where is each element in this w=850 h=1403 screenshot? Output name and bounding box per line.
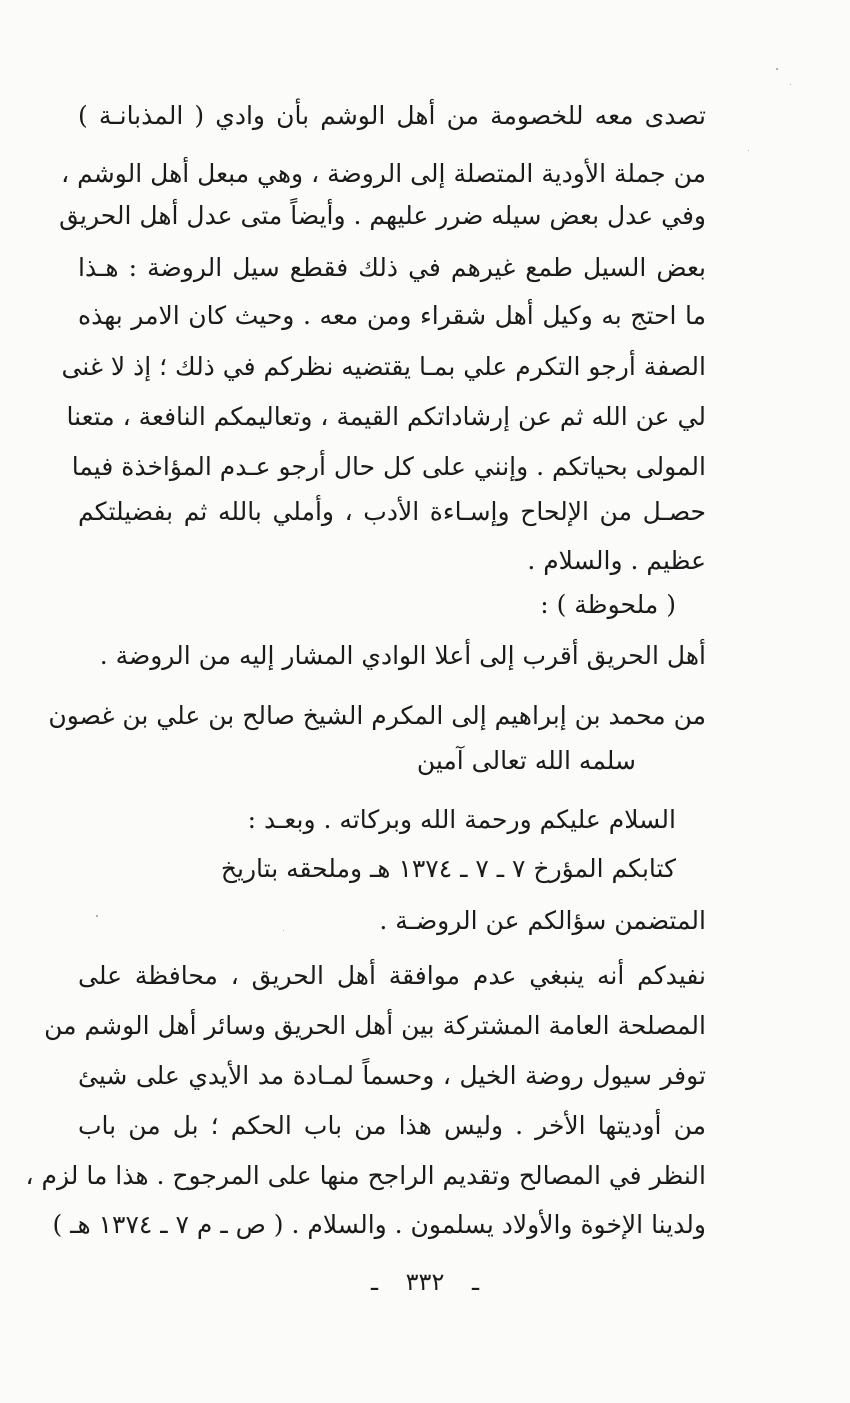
letter-greeting: السلام عليكم ورحمة الله وبركاته . وبعـد :	[247, 805, 676, 834]
text-line-7: لي عن الله ثم عن إرشاداتكم القيمة ، وتعاليمكم النافعة ، متعنا	[66, 402, 706, 431]
letter-body-4: من أوديتها الأخر . وليس هذا من باب الحكم ؛ بل من باب	[78, 1111, 706, 1140]
letter-reference: كتابكم المؤرخ ٧ ـ ٧ ـ ١٣٧٤ هـ وملحقه بتاريخ	[220, 854, 676, 883]
note-text: أهل الحريق أقرب إلى أعلا الوادي المشار إليه من الروضة .	[99, 641, 706, 670]
scan-speck	[96, 915, 98, 917]
footer-dash-right: ـ	[370, 1268, 379, 1296]
text-line-6: الصفة أرجو التكرم علي بمـا يقتضيه نظركم في ذلك ؛ إذ لا غنى	[61, 352, 706, 381]
page-number: ٣٣٢	[405, 1268, 445, 1296]
text-line-5: ما احتج به وكيل أهل شقراء ومن معه . وحيث كان الامر بهذه	[78, 301, 706, 330]
text-line-9: حصـل من الإلحاح وإسـاءة الأدب ، وأملي بالله ثم بفضيلتكم	[78, 497, 706, 526]
letter-subject: المتضمن سؤالكم عن الروضـة .	[379, 906, 706, 935]
scan-speck	[748, 150, 749, 151]
letter-body-5: النظر في المصالح وتقديم الراجح منها على المرجوح . هذا ما لزم ،	[25, 1161, 706, 1190]
text-line-10: عظيم . والسلام .	[527, 546, 706, 575]
letter-salutation-blessing: سلمه الله تعالى آمين	[416, 746, 636, 775]
text-line-2: من جملة الأودية المتصلة إلى الروضة ، وهي مبعل أهل الوشم ،	[61, 159, 706, 188]
letter-closing: ولدينا الإخوة والأولاد يسلمون . والسلام . ( ص ـ م ٧ ـ ١٣٧٤ هـ )	[52, 1210, 706, 1239]
letter-body-1: نفيدكم أنه ينبغي عدم موافقة أهل الحريق ، محافظة على	[78, 961, 706, 990]
letter-body-2: المصلحة العامة المشتركة بين أهل الحريق وسائر أهل الوشم من	[44, 1011, 706, 1040]
note-heading: ( ملحوظة ) :	[540, 590, 676, 619]
page-footer	[0, 1262, 850, 1302]
letter-body-3: توفر سيول روضة الخيل ، وحسماً لمـادة مد الأيدي على شيئ	[78, 1061, 706, 1090]
footer-dash-left: ـ	[471, 1268, 479, 1296]
scan-speck	[776, 68, 778, 70]
text-line-3: وفي عدل بعض سيله ضرر عليهم . وأيضاً متى عدل أهل الحريق	[59, 201, 706, 230]
text-line-4: بعض السيل طمع غيرهم في ذلك فقطع سيل الروضة : هـذا	[78, 253, 706, 282]
text-line-8: المولى بحياتكم . وإنني على كل حال أرجو عـدم المؤاخذة فيما	[71, 452, 706, 481]
scan-speck	[790, 84, 791, 85]
letter-header: من محمد بن إبراهيم إلى المكرم الشيخ صالح بن علي بن غصون	[48, 701, 706, 730]
scan-speck	[283, 930, 284, 931]
text-line-1: تصدى معه للخصومة من أهل الوشم بأن وادي ( المذبانـة )	[78, 101, 706, 130]
